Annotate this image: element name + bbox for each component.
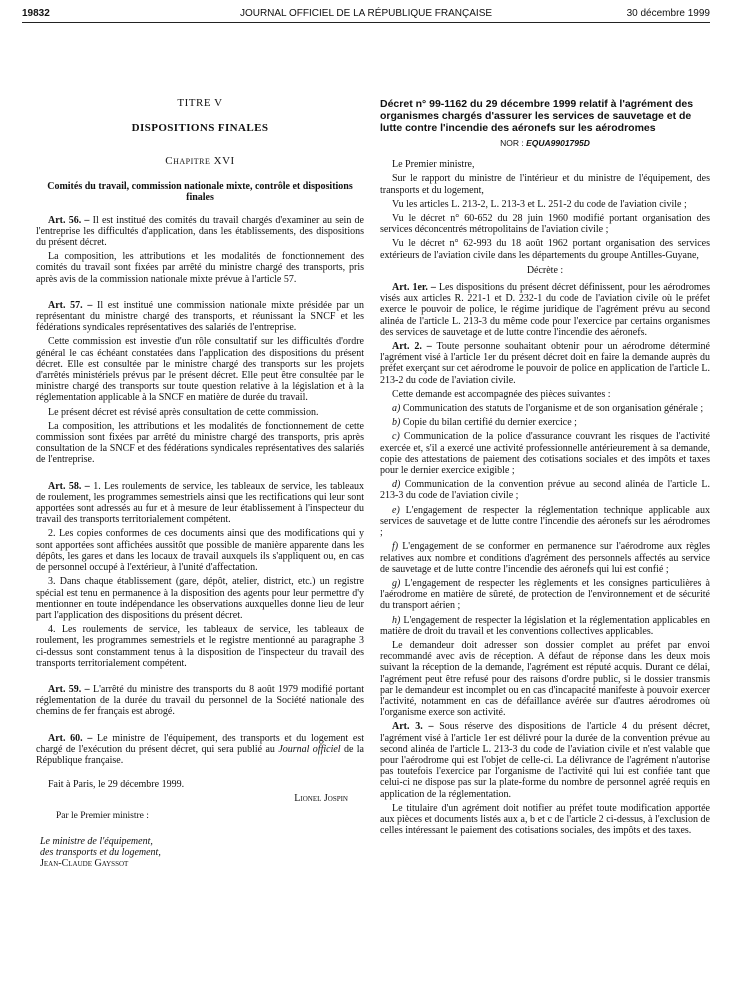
- art3-p1: Art. 3. – Sous réserve des dispositions de l'article 4 du présent décret, l'agrément visé à l'article 1er est délivré pour la durée de la convention prévue au second alinéa de l'article L. 213-3 du code de l'aviation civile et n'est valable que pour l'aérodrome qui est l'objet de celle-ci. La délivrance de l'agrément n'autorise pas toutefois l'exercice par l'organisme de l'activité qui lui est confiée tant que celui-ci ne dispose pas sur la plate-forme du nombre de personnel agréé requis en application de la réglementation.: [380, 721, 710, 800]
- minister-title-line1: Le ministre de l'équipement,: [40, 835, 153, 847]
- chapitre-heading: Chapitre XVI: [165, 155, 235, 168]
- par-le-premier-ministre: Par le Premier ministre :: [56, 810, 149, 821]
- decree-title: Décret n° 99-1162 du 29 décembre 1999 relatif à l'agrément des organismes chargés d'assurer les services de sauvetage et de lutte contre l'incendie des aéronefs sur les aérodromes: [380, 98, 694, 134]
- article-label: Art. 58. –: [48, 480, 90, 492]
- visa-articles: Vu les articles L. 213-2, L. 213-3 et L. 251-2 du code de l'aviation civile ;: [392, 198, 687, 210]
- art56-p1: Art. 56. – Il est institué des comités du travail chargés d'examiner au sein de l'entreprise les difficultés d'application, dans les établissements, des dispositions du présent décret.: [36, 214, 364, 249]
- list-item: c) Communication de la police d'assurance couvrant les risques de l'activité exercée et, s'il a exercé une activité professionnelle antérieurement à sa demande, copie des attestations de paiement des cotisations sociales et des impôts et taxes pour le dernier exercice exigible ;: [380, 431, 711, 477]
- list-item: h) L'engagement de respecter la législation et la réglementation applicables en matière de droit du travail et les conventions collectives applicables.: [380, 614, 711, 637]
- art58-p1: Art. 58. – 1. Les roulements de service, les tableaux de service, les tableaux de roulement, les programmes semestriels ainsi que les rectifications qui leur sont apportées sont adressés au fur et à mesure de leur établissement à l'inspecteur du travail des transports territorialement compétent.: [36, 480, 365, 526]
- fait-a-paris: Fait à Paris, le 29 décembre 1999.: [48, 779, 185, 791]
- minister-title-line2: des transports et du logement,: [40, 846, 161, 858]
- art58-p2: 2. Les copies conformes de ces documents ainsi que des modifications qui y sont apportées sont affichées aussitôt que possible de manière apparente dans les dépôts, les gares et dans les locaux de travail auxquels ils s'appliquent ou, en cas de personnel occupé à l'extérieur, à l'unité d'affectation.: [36, 528, 364, 574]
- journal-title: JOURNAL OFFICIEL DE LA RÉPUBLIQUE FRANÇAISE: [239, 8, 493, 19]
- list-item: f) L'engagement de se conformer en permanence sur l'aérodrome aux règles relatives aux nombre et conditions d'agrément des personnels affectés au service de sauvetage et de lutte contre l'incendie des aéronefs qui lui est confié ;: [380, 541, 711, 575]
- nor-reference: NOR : EQUA9901795D: [500, 138, 590, 148]
- dispositions-heading: DISPOSITIONS FINALES: [131, 122, 269, 135]
- art57-p2: Cette commission est investie d'un rôle consultatif sur les difficultés d'ordre général le cas échéant constatées dans l'application des dispositions du présent décret. Elle est consultée par le ministre chargé des transports sur les projets d'arrêtés ministériels prévus par le présent décret. Elle peut être consultée par le ministre chargé des transports sur toute question relative à la législation et à la réglementation applicable à la SNCF en matière de durée du travail.: [36, 336, 364, 404]
- titre-heading: TITRE V: [177, 97, 223, 109]
- header-rule: [22, 22, 710, 23]
- visa-decret-1960: Vu le décret n° 60-652 du 28 juin 1960 modifié portant organisation des services déconcentrés métropolitains de l'aviation civile ;: [380, 213, 710, 236]
- art1-p1: Art. 1er. – Les dispositions du présent décret définissent, pour les aérodromes visés aux articles R. 221-1 et D. 232-1 du code de l'aviation civile où le préfet exerce le pouvoir de police, le régime juridique de l'agrément prévu au second alinéa de l'article L. 213-3 du même code pour l'exercice par certains organismes des services de sauvetage et de lutte contre l'incendie des aéronefs.: [380, 282, 711, 338]
- art2-p2: Cette demande est accompagnée des pièces suivantes :: [392, 388, 611, 400]
- issue-date: 30 décembre 1999: [626, 8, 710, 19]
- visa-decret-1962: Vu le décret n° 62-993 du 18 août 1962 portant organisation des services extérieurs de l'aviation civile dans les départements du groupe Antilles-Guyane,: [380, 238, 710, 261]
- left-column: [36, 98, 364, 869]
- premier-ministre: Le Premier ministre,: [392, 159, 475, 171]
- article-label: Art. 3. –: [392, 721, 434, 733]
- art57-p1: Art. 57. – Il est institué une commission nationale mixte présidée par un représentant du ministre chargé des transports, et réunissant la SNCF et les fédérations syndicales représentatives des salariés de l'entreprise.: [36, 299, 364, 334]
- list-item: e) L'engagement de respecter la réglementation technique applicable aux services de sauvetage et de lutte contre l'incendie des aéronefs sur les aérodromes ;: [380, 504, 710, 539]
- article-label: Art. 1er. –: [392, 282, 436, 294]
- art59-p1: Art. 59. – L'arrêté du ministre des transports du 8 août 1979 modifié portant réglementation de la durée du travail du personnel de la Société nationale des chemins de fer français est abrogé.: [36, 683, 365, 718]
- art60-p1: Art. 60. – Le ministre de l'équipement, des transports et du logement est chargé de l'exécution du présent décret, qui sera publié au Journal officiel de la République française.: [36, 732, 365, 766]
- list-item: d) Communication de la convention prévue au second alinéa de l'article L. 213-3 du code de l'aviation civile ;: [380, 479, 711, 502]
- art58-p3: 3. Dans chaque établissement (gare, dépôt, atelier, district, etc.) un registre spécial est tenu en permanence à la disposition des agents pour leur permettre d'y mentionner en toute indépendance les observations auxquelles donne lieu de leur part l'application des dispositions du présent décret.: [36, 576, 364, 621]
- list-item: g) L'engagement de respecter les règlements et les consignes particulières à l'aérodrome en matière de sûreté, de protection de l'environnement et de sécurité du transport aérien ;: [380, 577, 710, 612]
- art57-p3: Le présent décret est révisé après consultation de cette commission.: [48, 406, 319, 418]
- art56-p2: La composition, les attributions et les modalités de fonctionnement des comités du travail sont fixées par arrêté du ministre chargé des transports, pris après avis de la commission nationale mixte prévue à l'article 57.: [36, 251, 364, 285]
- right-column: [380, 98, 710, 839]
- decrete: Décrète :: [526, 264, 564, 276]
- article-label: Art. 2. –: [392, 341, 432, 353]
- art57-p4: La composition, les attributions et les modalités de fonctionnement de cette commission sont fixées par arrêté du ministre chargé des transports, pris après consultation de la SNCF et des fédérations syndicales représentatives des salariés de l'entreprise.: [36, 420, 364, 466]
- art2-p3: Le demandeur doit adresser son dossier complet au préfet par envoi recommandé avec avis de réception. A défaut de réponse dans les deux mois suivant la réception de la demande, l'agrément est réputé acquis. Durant ce délai, l'agrément peut être refusé pour des raisons d'ordre public, si le dossier transmis par le demandeur est incomplet ou en cas d'incapacité manifeste à pouvoir exercer l'activité, notamment en cas de défaillance avérée sur d'autres aérodromes où l'organisme exerce son activité.: [380, 639, 710, 719]
- signatory-name: Lionel Jospin: [294, 793, 348, 805]
- article-label: Art. 56. –: [48, 214, 90, 226]
- chapter-subtitle: Comités du travail, commission nationale mixte, contrôle et dispositions finales: [47, 180, 353, 203]
- list-item: a) Communication des statuts de l'organisme et de son organisation générale ;: [392, 403, 704, 415]
- article-label: Art. 57. –: [48, 299, 93, 311]
- art3-p2: Le titulaire d'un agrément doit notifier au préfet toute modification apportée aux pièces et documents listés aux a, b et c de l'article 2 ci-dessus, à l'exclusion de celles intéressant le paiement des cotisations sociales, des impôts et des taxes.: [380, 802, 710, 837]
- art58-p4: 4. Les roulements de service, les tableaux de service, les tableaux de roulement, les programmes semestriels et le registre mentionné au paragraphe 3 ci-dessus sont constamment tenus à la disposition de l'inspecteur du travail des transports territorialement compétent.: [36, 624, 364, 669]
- art2-p1: Art. 2. – Toute personne souhaitant obtenir pour un aérodrome déterminé l'agrément visé à l'article 1er du présent décret doit en faire la demande auprès du préfet exerçant sur cet aérodrome le pouvoir de police en application de l'article L. 213-2 du code de l'aviation civile.: [380, 341, 710, 386]
- article-label: Art. 60. –: [48, 732, 93, 744]
- article-label: Art. 59. –: [48, 683, 90, 695]
- page-number: 19832: [22, 8, 50, 19]
- minister-name: Jean-Claude Gayssot: [40, 858, 129, 870]
- visa-rapport: Sur le rapport du ministre de l'intérieur et du ministre de l'équipement, des transports et du logement,: [380, 173, 710, 196]
- list-item: b) Copie du bilan certifié du dernier exercice ;: [392, 417, 577, 429]
